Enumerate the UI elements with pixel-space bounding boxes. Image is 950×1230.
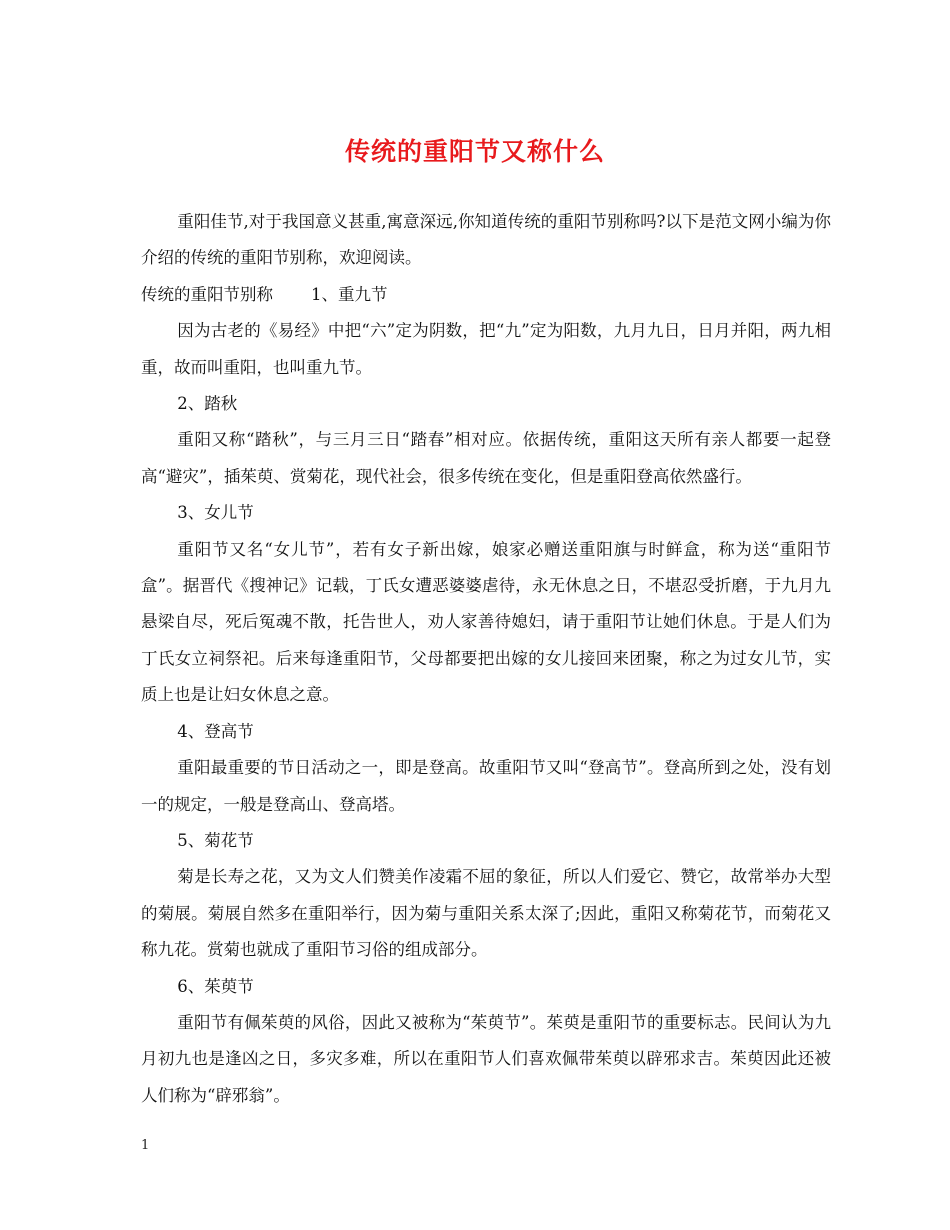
intro-paragraph: 重阳佳节,对于我国意义甚重,寓意深远,你知道传统的重阳节别称吗?以下是范文网小编为你介绍的传统的重阳节别称，欢迎阅读。 <box>141 212 831 268</box>
section-label-line <box>141 277 831 313</box>
document-body <box>141 204 831 1114</box>
item5-paragraph: 菊是长寿之花，又为文人们赞美作凌霜不屈的象征，所以人们爱它、赞它，故常举办大型的菊展。菊展自然多在重阳举行，因为菊与重阳关系太深了;因此，重阳又称菊花节，而菊花又称九花。赏菊也就成了重阳节习俗的组成部分。 <box>141 867 831 960</box>
item3-heading: 3、女儿节 <box>177 503 254 523</box>
item3-paragraph: 重阳节又名“女儿节”，若有女子新出嫁，娘家必赠送重阳旗与时鲜盒，称为送“重阳节盒”。据晋代《搜神记》记载，丁氏女遭恶婆婆虐待，永无休息之日，不堪忍受折磨，于九月九悬梁自尽，死后冤魂不散，托告世人，劝人家善待媳妇，请于重阳节让她们休息。于是人们为丁氏女立祠祭祀。后来每逢重阳节，父母都要把出嫁的女儿接回来团聚，称之为过女儿节，实质上也是让妇女休息之意。 <box>141 539 831 705</box>
item6-heading: 6、茱萸节 <box>177 976 254 996</box>
document-title: 传统的重阳节又称什么 <box>344 137 605 166</box>
section-label: 传统的重阳节别称 <box>141 284 273 304</box>
item2-paragraph: 重阳又称“踏秋”，与三月三日“踏春”相对应。依据传统，重阳这天所有亲人都要一起登高“避灾”，插茱萸、赏菊花，现代社会，很多传统在变化，但是重阳登高依然盛行。 <box>141 430 831 486</box>
item6-paragraph: 重阳节有佩茱萸的风俗，因此又被称为“茱萸节”。茱萸是重阳节的重要标志。民间认为九月初九也是逢凶之日，多灾多难，所以在重阳节人们喜欢佩带茱萸以辟邪求吉。茱萸因此还被人们称为“辟邪翁”。 <box>141 1012 831 1105</box>
item1-paragraph: 因为古老的《易经》中把“六”定为阴数，把“九”定为阳数，九月九日，日月并阳，两九相重，故而叫重阳，也叫重九节。 <box>141 321 831 377</box>
item2-heading: 2、踏秋 <box>177 394 238 414</box>
item1-heading: 1、重九节 <box>311 284 388 304</box>
item4-paragraph: 重阳最重要的节日活动之一，即是登高。故重阳节又叫“登高节”。登高所到之处，没有划一的规定，一般是登高山、登高塔。 <box>141 758 831 814</box>
item5-heading: 5、菊花节 <box>177 830 254 850</box>
page-number: 1 <box>141 1138 150 1153</box>
item4-heading: 4、登高节 <box>177 721 254 741</box>
